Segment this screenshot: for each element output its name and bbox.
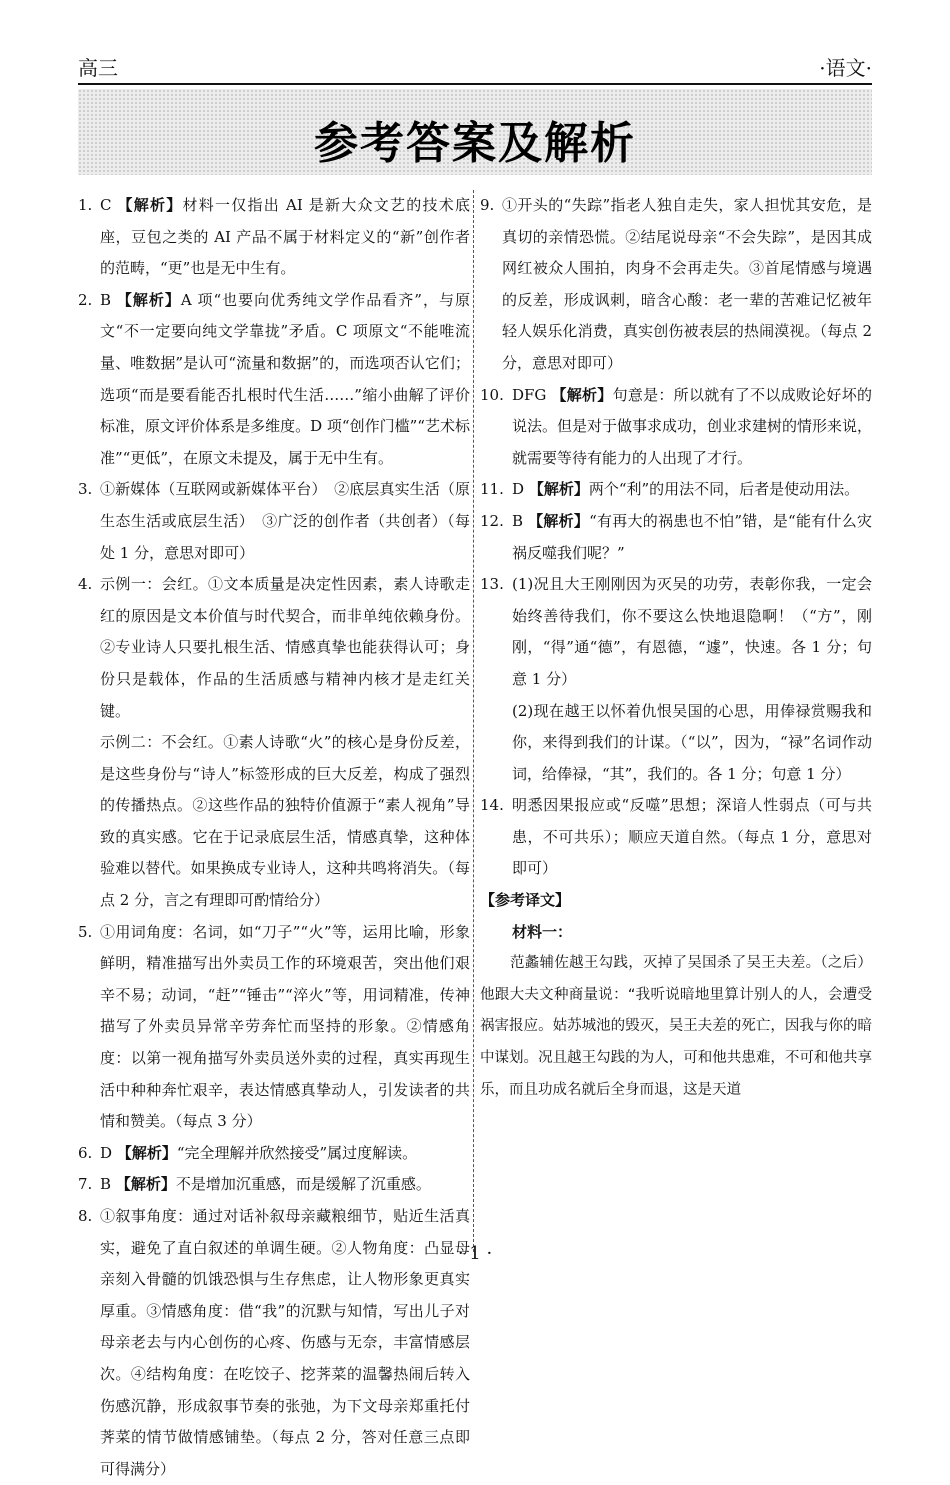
answer-number: 8. [78, 1207, 93, 1225]
answer-2 [78, 285, 470, 475]
analysis-tag: 【解析】 [528, 511, 590, 530]
answer-12 [480, 506, 872, 569]
answer-number: 13. [480, 575, 504, 594]
answer-text: 明悉因果报应或“反噬”思想；深谙人性弱点（可与共患，不可共乐）；顺应天道自然。（每点 1 分，意思对即可） [512, 796, 872, 878]
answer-text: ①开头的“失踪”指老人独自走失，家人担忧其安危，是真切的亲情恐慌。②结尾说母亲“不会失踪”，是因其成网红被众人围拍，肉身不会再走失。③首尾情感与境遇的反差，形成讽刺，暗含心酸：老一辈的苦难记忆被年轻人娱乐化消费，真实创伤被表层的热闹漠视。（每点 2 分，意思对即可） [502, 196, 872, 372]
answer-number: 9. [480, 196, 495, 214]
answer-number: 12. [480, 511, 504, 530]
translation-text: 范蠡辅佐越王勾践，灭掉了吴国杀了吴王夫差。（之后）他跟大夫文种商量说：“我听说暗地里算计别人的人，会遭受祸害报应。姑苏城池的毁灭，吴王夫差的死亡，因我与你的暗中谋划。况且越王勾践的为人，可和他共患难，不可和他共享乐，而且功成名就后全身而退，这是天道 [480, 955, 872, 1098]
answer-key: D [512, 480, 525, 499]
right-column [480, 190, 872, 1106]
answer-text: ①新媒体（互联网或新媒体平台） ②底层真实生活（原生态生活或底层生活） ③广泛的创作者（共创者）（每处 1 分，意思对即可） [100, 480, 470, 562]
answer-number: 5. [78, 922, 93, 941]
answer-text: 两个“利”的用法不同，后者是使动用法。 [588, 480, 860, 499]
answer-text: (1)况且大王刚刚因为灭吴的功劳，表彰你我，一定会始终善待我们，你不要这么快地退隐啊！（“方”，刚刚，“得”通“德”，有恩德，“遽”，快速。各 1 分；句意 1 分） [512, 575, 872, 688]
header-subject: ·语文· [819, 56, 872, 80]
answer-number: 7. [78, 1175, 93, 1194]
answer-number: 6. [78, 1143, 93, 1162]
answer-key: C [100, 196, 112, 214]
answer-text: “完全理解并欣然接受”属过度解读。 [176, 1143, 418, 1162]
material-one-heading: 材料一： [512, 922, 573, 941]
answer-text: A 项“也要向优秀纯文学作品看齐”，与原文“不一定要向纯文学靠拢”矛盾。C 项原文“不能唯流量、唯数据”是认可“流量和数据”的，而选项否认它们；选项“而是要看能否扎根时代生活……”缩小曲解了评价标准，原文评价体系是多维度。D 项“创作门槛”“艺术标准”“更低”，在原文未提及，属于无中生有。 [100, 290, 470, 467]
answer-6 [78, 1138, 470, 1170]
answer-number: 3. [78, 480, 93, 499]
answer-number: 4. [78, 575, 93, 594]
analysis-tag: 【解析】 [116, 1143, 177, 1162]
answer-key: B [100, 1175, 112, 1194]
answer-13-part-2: (2)现在越王以怀着仇恨吴国的心思，用俸禄赏赐我和你，来得到我们的计谋。（“以”，因为，“禄”名词作动词，给俸禄，“其”，我们的。各 1 分；句意 1 分） [512, 701, 872, 783]
answer-key: B [512, 511, 524, 530]
answer-10 [480, 380, 872, 475]
answer-text: 材料一仅指出 AI 是新大众文艺的技术底座，豆包之类的 AI 产品不属于材料定义的“新”创作者的范畴，“更”也是无中生有。 [100, 196, 470, 278]
answer-3 [78, 474, 470, 569]
answer-number: 1. [78, 196, 93, 214]
header-rule [78, 83, 872, 85]
analysis-tag: 【解析】 [528, 480, 589, 499]
answer-text: 示例一：会红。①文本质量是决定性因素，素人诗歌走红的原因是文本价值与时代契合，而非单纯依赖身份。②专业诗人只要扎根生活、情感真挚也能获得认可；身份只是载体，作品的生活质感与精神内核才是走红关键。 [100, 575, 470, 720]
answer-key: D [100, 1143, 113, 1162]
answer-number: 14. [480, 796, 504, 815]
analysis-tag: 【解析】 [116, 290, 181, 309]
header-grade: 高三 [78, 56, 118, 80]
title-banner [78, 89, 872, 175]
answer-number: 2. [78, 290, 93, 309]
answer-text: ①用词角度：名词，如“刀子”“火”等，运用比喻，形象鲜明，精准描写出外卖员工作的环境艰苦，突出他们艰辛不易；动词，“赶”“锤击”“淬火”等，用词精准，传神描写了外卖员异常辛劳奔忙而坚持的形象。②情感角度：以第一视角描写外卖员送外卖的过程，真实再现生活中种种奔忙艰辛，表达情感真挚动人，引发读者的共情和赞美。（每点 3 分） [100, 922, 470, 1131]
page-number: · 1 · [457, 1243, 493, 1264]
answer-13 [480, 569, 872, 695]
reference-translation-heading: 【参考译文】 [480, 891, 571, 910]
answer-4-example-2: 示例二：不会红。①素人诗歌“火”的核心是身份反差，是这些身份与“诗人”标签形成的巨大反差，构成了强烈的传播热点。②这些作品的独特价值源于“素人视角”导致的真实感。它在于记录底层生活，情感真挚，这种体验难以替代。如果换成专业诗人，这种共鸣将消失。（每点 2 分，言之有理即可酌情给分） [100, 733, 470, 910]
answer-5 [78, 917, 470, 1138]
answer-number: 10. [480, 385, 504, 404]
page-title: 参考答案及解析 [314, 118, 636, 169]
answer-7 [78, 1169, 470, 1201]
answer-text: 不是增加沉重感，而是缓解了沉重感。 [175, 1175, 431, 1194]
left-column [78, 190, 470, 1485]
answer-1 [78, 190, 470, 285]
answer-text: ①叙事角度：通过对话补叙母亲藏粮细节，贴近生活真实，避免了直白叙述的单调生硬。②人物角度：凸显母亲刻入骨髓的饥饿恐惧与生存焦虑，让人物形象更真实厚重。③情感角度：借“我”的沉默与知情，写出儿子对母亲老去与内心创伤的心疼、伤感与无奈，丰富情感层次。④结构角度：在吃饺子、挖荠菜的温馨热闹后转入伤感沉静，形成叙事节奏的张弛，为下文母亲郑重托付荠菜的情节做情感铺垫。（每点 2 分，答对任意三点即可得满分） [100, 1207, 470, 1478]
answer-11 [480, 474, 872, 506]
answer-14 [480, 790, 872, 885]
answer-text: “有再大的祸患也不怕”错，是“能有什么灾祸反噬我们呢？” [512, 511, 872, 562]
column-divider [473, 190, 474, 1252]
answer-number: 11. [480, 480, 504, 499]
answer-9 [480, 190, 872, 380]
analysis-tag: 【解析】 [551, 385, 613, 404]
answer-text: 句意是：所以就有了不以成败论好坏的说法。但是对于做事求成功，创业求建树的情形来说，就需要等待有能力的人出现了才行。 [512, 385, 873, 467]
answer-key: B [100, 290, 112, 309]
answer-key: DFG [512, 385, 547, 404]
answer-4 [78, 569, 470, 727]
analysis-tag: 【解析】 [117, 196, 183, 214]
analysis-tag: 【解析】 [115, 1175, 176, 1194]
